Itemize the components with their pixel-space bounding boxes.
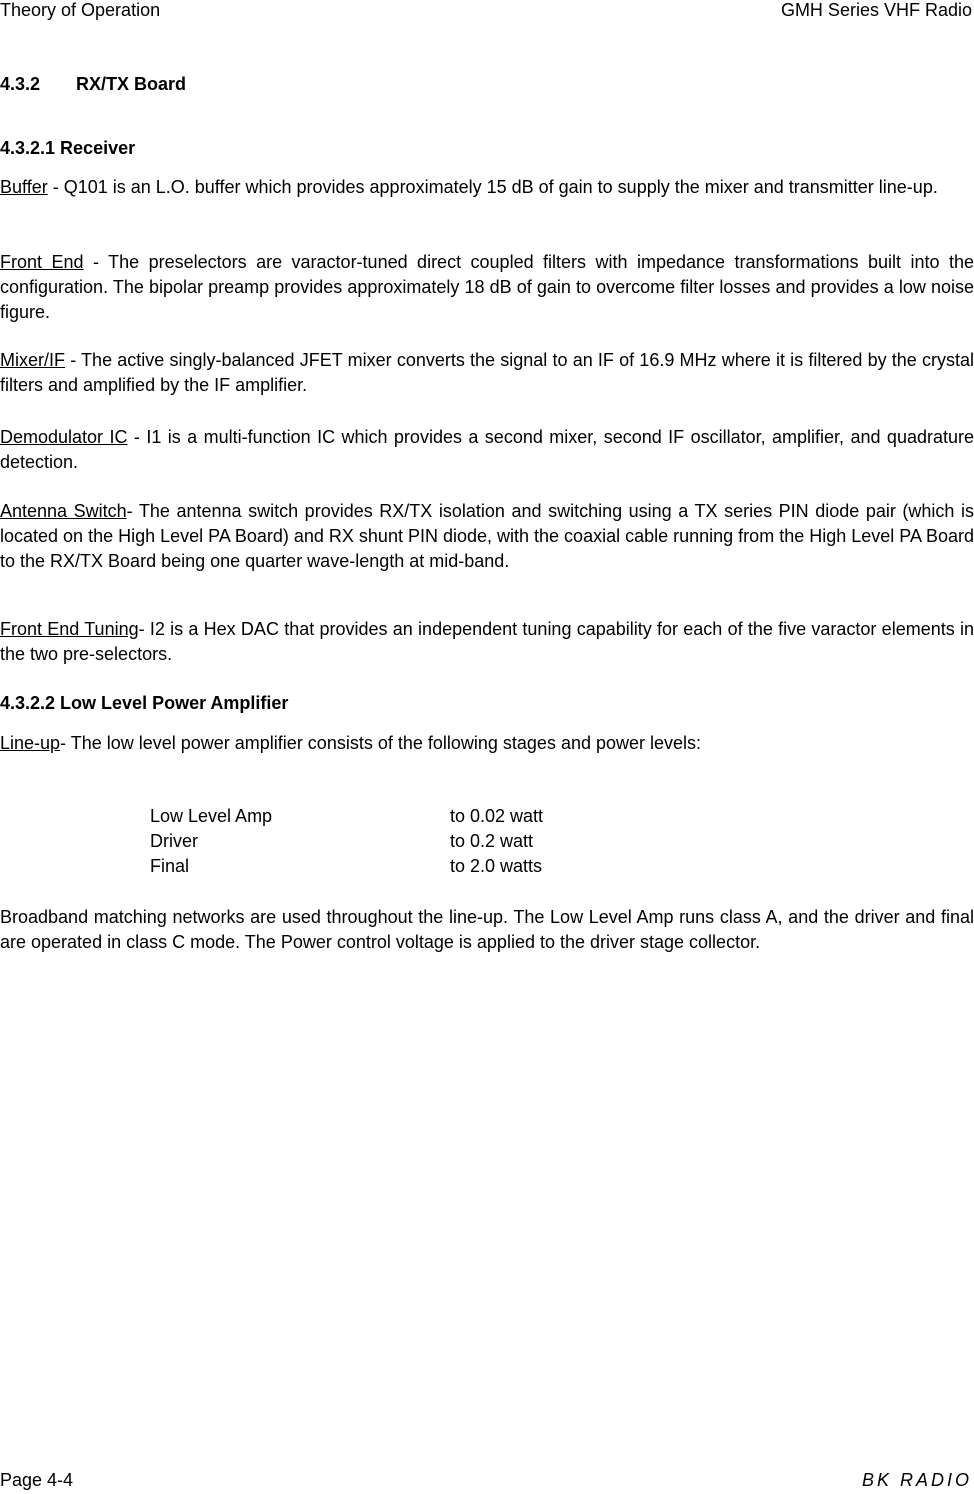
stage-row: [150, 806, 543, 827]
text-front-end: - The preselectors are varactor-tuned direct coupled filters with impedance transformations built into the configuration. The bipolar preamp provides approximately 18 dB of gain to overcome filter losses and provides a low noise figure.: [0, 252, 974, 322]
page-number: Page 4-4: [0, 1470, 74, 1490]
term-buffer: Buffer: [0, 177, 48, 197]
text-buffer: - Q101 is an L.O. buffer which provides approximately 15 dB of gain to supply the mixer and transmitter line-up.: [47, 177, 938, 197]
brand-footer: BK RADIO: [861, 1470, 972, 1490]
text-demodulator-ic: - I1 is a multi-function IC which provides a second mixer, second IF oscillator, amplifier, and quadrature detection.: [0, 427, 974, 472]
section-number: 4.3.2: [0, 74, 41, 94]
stage-name: Final: [150, 856, 190, 876]
term-line-up: Line-up: [0, 733, 61, 753]
paragraph-closing: Broadband matching networks are used throughout the line-up. The Low Level Amp runs class A, and the driver and final are operated in class C mode. The Power control voltage is applied to the driver stage collector.: [0, 907, 974, 952]
low-level-pa-heading: 4.3.2.2 Low Level Power Amplifier: [0, 693, 289, 713]
stage-row: [150, 856, 542, 877]
term-front-end: Front End: [0, 252, 84, 272]
stage-row: [150, 831, 533, 852]
paragraph-demodulator-ic: [0, 425, 974, 475]
paragraph-front-end: [0, 250, 974, 325]
text-line-up: - The low level power amplifier consists of the following stages and power levels:: [60, 733, 702, 753]
stage-name: Low Level Amp: [150, 806, 273, 826]
section-heading: [0, 74, 186, 95]
text-mixer-if: - The active singly-balanced JFET mixer converts the signal to an IF of 16.9 MHz where it is filtered by the crystal filters and amplified by the IF amplifier.: [0, 350, 974, 395]
term-front-end-tuning: Front End Tuning: [0, 619, 139, 639]
section-title: RX/TX Board: [76, 74, 187, 94]
paragraph-buffer: [0, 175, 974, 200]
stage-power: to 0.2 watt: [450, 831, 534, 851]
term-demodulator-ic: Demodulator IC: [0, 427, 128, 447]
text-front-end-tuning: - I2 is a Hex DAC that provides an independent tuning capability for each of the five varactor elements in the two pre-selectors.: [0, 619, 974, 664]
text-antenna-switch: - The antenna switch provides RX/TX isolation and switching using a TX series PIN diode pair (which is located on the High Level PA Board) and RX shunt PIN diode, with the coaxial cable running from the High Level PA Board to the RX/TX Board being one quarter wave-length at mid-band.: [0, 501, 974, 571]
stage-power: to 2.0 watts: [450, 856, 543, 876]
stage-power: to 0.02 watt: [450, 806, 544, 826]
term-antenna-switch: Antenna Switch: [0, 501, 127, 521]
paragraph-line-up: [0, 731, 974, 756]
paragraph-front-end-tuning: [0, 617, 974, 667]
paragraph-antenna-switch: [0, 499, 974, 574]
term-mixer-if: Mixer/IF: [0, 350, 65, 370]
running-header-right: GMH Series VHF Radio: [780, 0, 972, 20]
paragraph-mixer-if: [0, 348, 974, 398]
stage-name: Driver: [150, 831, 198, 851]
receiver-heading: 4.3.2.1 Receiver: [0, 138, 136, 158]
running-header-left: Theory of Operation: [0, 0, 161, 20]
